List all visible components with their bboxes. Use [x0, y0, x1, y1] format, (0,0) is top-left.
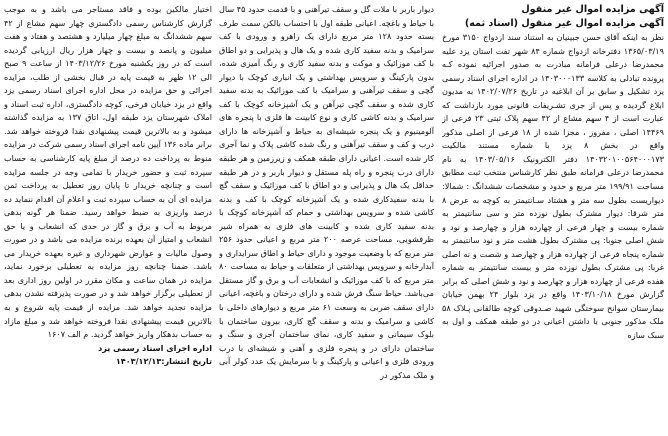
notice-heading: آگهی مزایده اموال غیر منقول: [521, 4, 664, 15]
notice-office-signature: اداره اجرای اسناد رسمی یزد: [98, 342, 212, 353]
notice-column-left: [4, 3, 212, 430]
notice-body-right: نظر به اینکه آقای حسن جبینیان به استناد سند ازدواج ۳۱۵۰ مورخ ۱۳۶۵/۰۳/۱۹ دفترخانه ازدواج شماره ۸۴ شهر تفت استان یزد علیه محمدرضا درعلی فرامانه مبادرت به صدور اجرائیه نموده کـه پرونده تبادلی به کلاسه ۱۴۰۳۰۰۰۱۳۳ در اداره اجرای اسناد رسمی یزد تشکیل و سابق بر آن ابلاغیه در تاریخ ۱۴۰۲/۰۷/۲۶ به مدیون ابلاغ گردیده و پس از جری تشـریفات قانونی مورد بازداشت که عبارت است از ۴ سهم مشاع از ۴۲ سهم پلاک ثبتی ۲۳ فرعی از ۱۴۴۶۹ اصلی ، مفروز ، مجزا شده از ۱۸ فرعی از اصلی مذکور واقع در بخش ۸ یزد با شماره مستند مالکیت ۱۴۰۳۲۰۱۰۰۵۶۴۰۰۰۱۷۳ دفتر الکترونیک ۱۴۰۳/۰۵/۱۶ به نام محمدرضا درعلی فرامانه طبق نظر کارشناس منتخب ثبت مطابق مساحت ۱۹۹/۹۱ متر مربع و حدود و مشخصات ششدانگ : شمالا: دیواریست بطول سه متر و هشتاد سـانتیمتر به کوچه به عرض ۸ متر شرقا: دیوار مشترک بطول نوزده متر و سی سانتیمتر به شماره بیست و چهار فرعی از چهارده هزار و چهارصد و نود و شش اصلی جنوبا: پی مشترک بطول هشت متر و نود سانتیمتر به شماره پنجاه فرعی از چهارده هزار و چهارصد و شصت و نه اصلی غربا: پی مشترک بطول نوزده متر و بیست سانتیمتر به شماره هفده فرعی از چهارده هزار و چهارصد و نود و شش اصلی که برابر گزارش مورخ ۱۴۰۳/۱۰/۱۸ واقع در یزد بلوار ۲۴ بهمن خیابان بیمارستان سوانح سوختگی شهید صـدوقی کوچه طالقانی پـلاک ۵۸ ملک مذکور جنوبی با داشتن اعیانی در دو طبقه همکف و اول به سبک سازه: [442, 32, 664, 341]
notice-column-middle: [219, 3, 434, 430]
auction-notice: [4, 3, 664, 430]
notice-body-left: اختیار مالکین بوده و فاقد مستاجر می باشد و به موجب گزارش کارشناس رسمی دادگستری چهار سهم مشاع از ۴۲ سهم ششدانگ به مبلغ چهار میلیارد و هشتصد و هفتاد و هفت میلیون و پانصد و بیست و چهار هزار ریال ارزیابی گردیده است که در روز یکشنبه مورخ ۱۴۰۳/۱۲/۲۶ از ساعت ۹ صبح الی ۱۲ ظهر به قیمت پایه در قبال بخشی از طلب، مزایده اجرائی و حق مزایده در محل اداره اجرای اسناد رسمی یزد واقع در یزد خیابان فرخی، کوچه دادگستری، اداره ثبت اسناد و املاک شهرستان یزد طبقه اول، اتاق ۱۳۷ به مزایده گذاشته میشود و به بالاترین قیمت پیشنهادی نقدا فروخته خواهد شد. برابر ماده ۱۳۶ آیین نامه اجرای اسناد رسمی شرکت در مزایده منوط به پرداخت ده درصد از مبلغ پایه کارشناسی به حساب سپرده ثبت و حضور خریدار با تمامی وجه در جلسه مزایده است و چنانچه خریدار تا پایان روز تعطیل به پرداخت ثمن مزایده ای آن به حساب سپرده ثبت و اعلام آن اقدام ننماید ده درصد واریزی به ضبط خواهد رسید. ضمنا هر گونه بدهی مربوط به آب و برق و گاز در حدی که انشعاب و یا حق انشعاب و امتیاز آن بعهده برنده مزایده می باشد و در صورت وصول مالیات و عوارض شهرداری و غیره بعهده خریدار می باشد. ضمنا چنانچه روز مزایده به تعطیلی برخورد نماید، مزایده در همان ساعت و مکان مقرر در اولین روز اداری بعد از تعطیلی برگزار خواهد شد و در صورت پذیرفته نشدن بدهی مزایده تجدید خواهد شد. مزایده از قیمت پایه شروع و به بالاترین قیمت پیشنهادی نقدا فروخته خواهد شد و مبلغ مازاد به حساب بدهکار واریز خواهد گردید. م الف ۱۶۰۷: [4, 4, 212, 340]
notice-column-right: [442, 3, 664, 430]
notice-publish-date: تاریخ انتشار:۱۴۰۳/۱۲/۱۳: [115, 356, 212, 367]
notice-body-middle: دیوار باربر با ملات گل و سقف تیرآهنی و با قدمت حدود ۴۵ سال با حیاط و باغچه. اعیانی طبقه اول با احتساب بالکن سمت طرف بسته حدود ۱۲۸ متر مربع دارای یک راهرو و ورودی با کف سرامیک و بدنه سفید کاری شده و یک هال و پذیرایی و دو اطاق با کف موزائیک و موکت و بدنه سفید کاری و رنگ آمیزی شده، بدون پارکینگ و سرویس بهداشتی و یک انباری کوچک با دیوار گچی و سقف تیرآهنی و سرامیک با کف موزائیک به بدنه سفید کاری شده و سقف گچی تیرآهن و یک آشپزخانه کوچک با کف سرامیک و بدنه کاشی کاری و نوع کابینت ها فلزی با پنجره های آلومینیوم و یک پنجره شیشه‌ای به حیاط و آشپزخانه ها دارای درب و کف و سقف تیرآهنی و رنگ شده کاشی پلاک و نما آجری کار شده است. اعیانی دارای طبقه همکف و زیرزمین و هر طبقه دارای درب پنجره و راه پله مستقل و دیوار باربر و در هر طبقه حداقل یک هال و پذیرایی و دو اطاق با کف موزائیک و سقف گچ با بدنه سفیدکاری شده و یک آشپزخانه کوچک با کف و بدنه کاشی شده و سرویس بهداشتی و حمام که آشپزخانه کوچک با بدنه سفید کاری شده و کابینت های فلزی به همراه شیر ظرفشویی، مساحت عرصه ۲۰۰ متر مربع و اعیانی حدود ۲۵۶ متر مربع که با وضعیت موجود و دارای حیاط و اطاق سرایداری و آبدارخانه و سرویس بهداشتی از متعلقات و حیاط به مساحت ۸۰ متر مربع که با کف موزائیک و انشعابات آب و برق و گاز مستقل می‌باشد. حیاط سنگ فرش شده و دارای درختان و باغچه، اعیانی دارای سقف ضربی به وسعت ۶۱ متر مربع و دیوارهای داخلی با کاشی و سرامیک و بدنه و سقف گچ کاری، بیرون ساختمان با بلوک سیمانی و سفید کاری، نمای ساختمان آجری و سنگ و ساختمان دارای در و پنجره فلزی و آهنی و شیشه‌ای با درب ورودی فلزی و اعیانی و پارکینگ و با سرمایش یک عدد کولر آبی و ملک مذکور در: [219, 4, 434, 380]
notice-subheading: آگهی مزایده اموال غیر منقول (اسناد ثمه): [464, 18, 664, 29]
